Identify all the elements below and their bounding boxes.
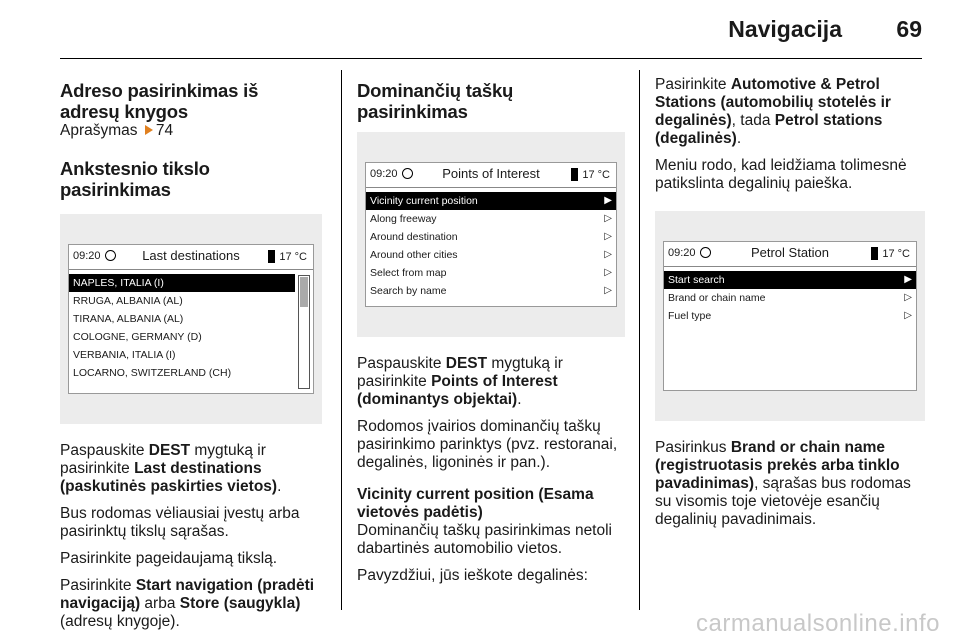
text: arba xyxy=(140,595,180,612)
text: Pasirinkite xyxy=(60,577,136,594)
chevron-right-icon: ▶ xyxy=(604,195,612,206)
column-divider xyxy=(639,70,640,610)
list-item[interactable] xyxy=(366,246,616,264)
screen-illustration xyxy=(655,211,925,421)
paragraph: Rodomos įvairios dominančių taškų pasirinkimo parinktys (pvz. restoranai, degalinės, ligoninės ir pan.). xyxy=(357,418,618,471)
paragraph: Bus rodomas vėliausiai įvestų arba pasirinktų tikslų sąrašas. xyxy=(60,505,300,540)
section-heading: Ankstesnio tikslo pasirinkimas xyxy=(60,158,210,200)
screen-list xyxy=(664,267,916,325)
bold-text: Vicinity current position (Esama vietovės padėtis) xyxy=(357,486,594,521)
screen-title: Last destinations xyxy=(142,248,240,263)
bold-text: Petrol stations (degalinės) xyxy=(655,112,883,147)
list-item[interactable]: TIRANA, ALBANIA (AL) xyxy=(73,313,184,325)
bold-text: DEST xyxy=(148,442,191,459)
chevron-right-icon: ▷ xyxy=(604,231,612,242)
item-label: Fuel type xyxy=(668,310,712,322)
item-label: Around destination xyxy=(370,231,458,243)
paragraph: Pasirinkite pageidaujamą tikslą. xyxy=(60,550,278,567)
thermometer-icon xyxy=(571,168,578,181)
text: Pasirinkite xyxy=(655,76,731,93)
time-text: 09:20 xyxy=(73,250,101,262)
section-heading: Dominančių taškų pasirinkimas xyxy=(357,80,514,122)
paragraph xyxy=(60,577,322,631)
text: Paspauskite xyxy=(60,442,149,459)
column-3 xyxy=(655,70,925,538)
paragraph xyxy=(60,442,322,496)
temp-text: 17 °C xyxy=(882,248,910,260)
chevron-right-icon: ▷ xyxy=(604,249,612,260)
list-item[interactable] xyxy=(366,210,616,228)
display-screen xyxy=(365,162,617,307)
text: (adresų knygoje). xyxy=(60,613,180,630)
display-screen xyxy=(68,244,314,394)
page-header xyxy=(0,0,960,60)
item-label: Around other cities xyxy=(370,249,458,261)
column-divider xyxy=(341,70,342,610)
chevron-right-icon: ▷ xyxy=(604,267,612,278)
list-item[interactable] xyxy=(664,271,916,289)
ref-label: Aprašymas xyxy=(60,122,138,139)
bold-text: Brand or chain name (registruotasis prekės arba tinklo pavadinimas) xyxy=(655,439,900,492)
temp-text: 17 °C xyxy=(279,251,307,263)
list-item[interactable] xyxy=(366,192,616,210)
bold-text: Automotive & Petrol Stations (automobilių stotelės ir degalinės) xyxy=(655,76,891,129)
list-item[interactable]: VERBANIA, ITALIA (I) xyxy=(73,349,176,361)
list-item[interactable] xyxy=(366,282,616,300)
list-item[interactable]: NAPLES, ITALIA (I) xyxy=(69,274,295,292)
screen-header xyxy=(69,245,313,270)
time-text: 09:20 xyxy=(668,247,696,259)
screen-illustration xyxy=(357,132,625,337)
page-title: Navigacija xyxy=(728,16,842,42)
cross-reference xyxy=(60,122,322,140)
thermometer-icon xyxy=(268,250,275,263)
chevron-right-icon: ▷ xyxy=(904,292,912,303)
chevron-right-icon: ▷ xyxy=(604,285,612,296)
page-number: 69 xyxy=(896,16,922,42)
chevron-right-icon: ▷ xyxy=(904,310,912,321)
item-label: Select from map xyxy=(370,267,447,279)
screen-temp xyxy=(268,250,307,263)
paragraph: Meniu rodo, kad leidžiama tolimesnė patikslinta degalinių paieška. xyxy=(655,157,907,192)
scrollbar[interactable] xyxy=(298,275,310,389)
bold-text: Last destinations (paskutinės paskirties vietos) xyxy=(60,460,278,495)
screen-header xyxy=(664,242,916,267)
watermark: carmanualsonline.info xyxy=(696,610,940,637)
screen-title: Petrol Station xyxy=(750,245,830,260)
text: . xyxy=(517,391,522,408)
bold-text: Start navigation (pradėti navigaciją) xyxy=(60,577,315,612)
temp-text: 17 °C xyxy=(582,169,610,181)
scrollbar-thumb[interactable] xyxy=(300,277,308,307)
text: . xyxy=(736,130,742,147)
list-item[interactable]: RRUGA, ALBANIA (AL) xyxy=(73,295,183,307)
chevron-right-icon: ▶ xyxy=(904,274,912,285)
list-item[interactable]: LOCARNO, SWITZERLAND (CH) xyxy=(73,367,232,379)
text: , tada xyxy=(731,112,775,129)
text: mygtuką ir pasirinkite xyxy=(60,442,266,477)
screen-illustration xyxy=(60,214,322,424)
chevron-right-icon: ▷ xyxy=(604,213,612,224)
list-item[interactable] xyxy=(664,307,916,325)
time-text: 09:20 xyxy=(370,168,398,180)
screen-temp xyxy=(571,168,610,181)
display-screen xyxy=(663,241,917,391)
text: , sąrašas bus rodomas su visomis toje vietovėje esančių degalinių pavadinimais. xyxy=(655,475,911,528)
arrow-icon xyxy=(145,125,153,135)
screen-temp xyxy=(871,247,910,260)
item-label: Along freeway xyxy=(370,213,437,225)
paragraph xyxy=(357,355,625,409)
text: mygtuką ir pasirinkite xyxy=(357,355,563,390)
subheading xyxy=(357,486,625,522)
paragraph xyxy=(655,439,925,529)
screen-list xyxy=(69,270,313,382)
paragraph: Dominančių taškų pasirinkimas netoli dabartinės automobilio vietos. xyxy=(357,522,613,557)
text: Paspauskite xyxy=(357,355,446,372)
item-label: Start search xyxy=(668,274,725,286)
item-label: Brand or chain name xyxy=(668,292,766,304)
column-1 xyxy=(60,70,322,640)
bold-text: Points of Interest (dominantys objektai) xyxy=(357,373,558,408)
item-label: Vicinity current position xyxy=(370,195,478,207)
paragraph xyxy=(655,76,925,148)
list-item[interactable] xyxy=(664,289,916,307)
bold-text: Store (saugykla) xyxy=(179,595,301,612)
screen-title: Points of Interest xyxy=(442,166,540,181)
item-label: Search by name xyxy=(370,285,447,297)
list-item[interactable] xyxy=(366,264,616,282)
list-item[interactable]: COLOGNE, GERMANY (D) xyxy=(73,331,202,343)
section-heading: Adreso pasirinkimas iš adresų knygos xyxy=(60,80,259,122)
header-rule xyxy=(60,58,922,59)
screen-header xyxy=(366,163,616,188)
ref-page[interactable]: 74 xyxy=(155,122,174,139)
text: Pasirinkus xyxy=(655,439,731,456)
list-item[interactable] xyxy=(366,228,616,246)
column-2 xyxy=(357,70,625,594)
thermometer-icon xyxy=(871,247,878,260)
screen-list xyxy=(366,188,616,300)
text: . xyxy=(277,478,282,495)
paragraph: Pavyzdžiui, jūs ieškote degalinės: xyxy=(357,567,588,584)
bold-text: DEST xyxy=(445,355,488,372)
